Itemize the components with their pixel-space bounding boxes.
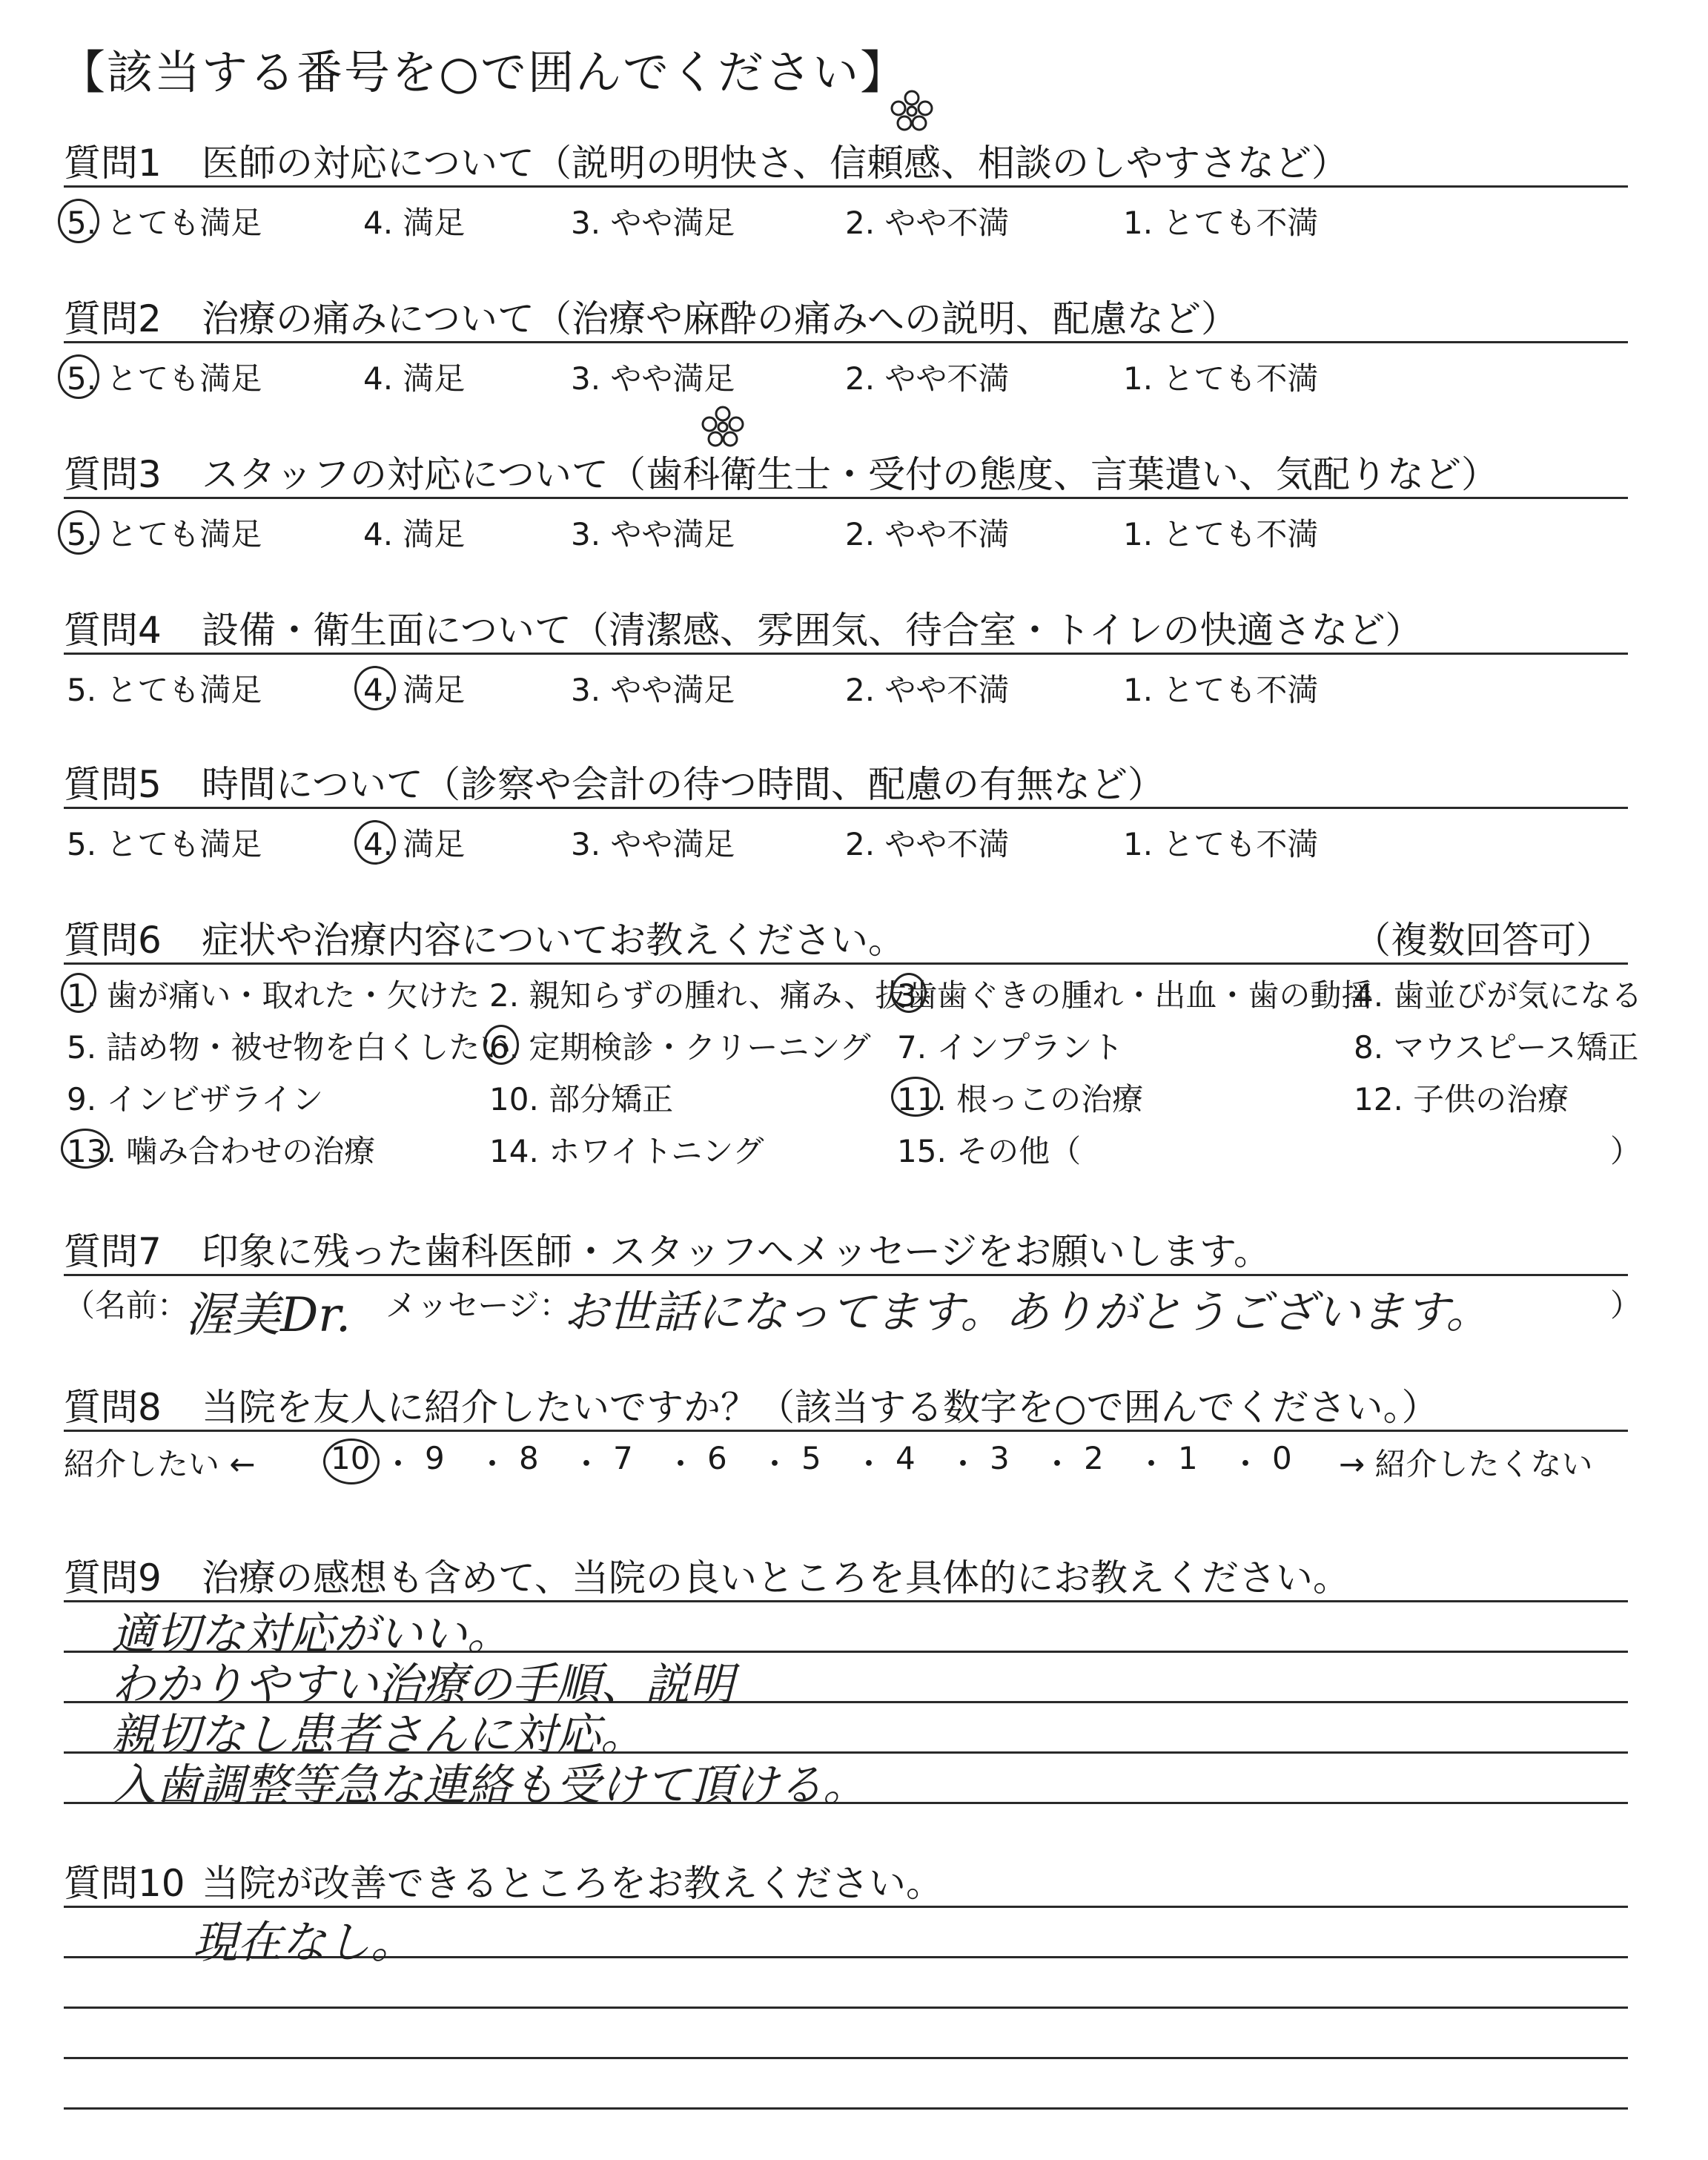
selection-circle-icon: [61, 1129, 110, 1169]
q7-name-value[interactable]: 渥美Dr.: [185, 1288, 351, 1343]
q8-scale-9[interactable]: 9: [425, 1440, 445, 1476]
q9-answer-4[interactable]: 入歯調整等急な連絡も受けて頂ける。: [111, 1760, 867, 1811]
q6-option-7[interactable]: 7. インプラント: [897, 1029, 1124, 1066]
q3-option-2[interactable]: 2. やや不満: [845, 516, 1010, 552]
q6-option-5[interactable]: 5. 詰め物・被せ物を白くしたい: [67, 1029, 512, 1066]
q4-rule: [64, 653, 1628, 655]
q1-option-4[interactable]: 4. 満足: [363, 205, 466, 241]
q2-option-3[interactable]: 3. やや満足: [571, 360, 735, 397]
q3-rule: [64, 497, 1628, 499]
q7-text: 印象に残った歯科医師・スタッフへメッセージをお願いします。: [202, 1230, 1271, 1273]
q5-rule: [64, 807, 1628, 809]
q5-option-5[interactable]: 5. とても満足: [67, 826, 262, 862]
q8-scale-1[interactable]: 1: [1178, 1440, 1198, 1476]
q5-option-1[interactable]: 1. とても不満: [1123, 826, 1319, 862]
flower-doodle-icon: [701, 405, 745, 449]
q8-scale-4[interactable]: 4: [896, 1440, 916, 1476]
selection-circle-icon: [891, 973, 927, 1013]
q6-text: 症状や治療内容についてお教えください。: [202, 919, 905, 962]
q9-text: 治療の感想も含めて、当院の良いところを具体的にお教えください。: [202, 1556, 1350, 1599]
selection-circle-icon: [58, 199, 99, 243]
q6-option-11[interactable]: 11. 根っこの治療: [897, 1081, 1144, 1117]
q8-scale-7[interactable]: 7: [613, 1440, 633, 1476]
q8-scale-separator: ・: [571, 1446, 603, 1482]
q7-label: 質問7: [64, 1230, 162, 1273]
q6-option-8[interactable]: 8. マウスピース矯正: [1354, 1029, 1639, 1066]
q7-message-value[interactable]: お世話になってます。ありがとうございます。: [563, 1287, 1491, 1338]
q8-scale-8[interactable]: 8: [519, 1440, 539, 1476]
q9-answer-3[interactable]: 親切なし患者さんに対応。: [111, 1709, 645, 1761]
q2-text: 治療の痛みについて（治療や麻酔の痛みへの説明、配慮など）: [202, 297, 1238, 340]
q1-label: 質問1: [64, 142, 162, 185]
q8-scale-separator: ・: [1230, 1446, 1262, 1482]
q6-label: 質問6: [64, 919, 162, 962]
q6-option-13[interactable]: 13. 噛み合わせの治療: [67, 1133, 376, 1169]
q5-option-2[interactable]: 2. やや不満: [845, 826, 1010, 862]
selection-circle-icon: [483, 1025, 519, 1065]
q1-option-3[interactable]: 3. やや満足: [571, 205, 735, 241]
q8-left-label: 紹介したい ←: [64, 1446, 256, 1482]
flower-doodle-icon: [890, 89, 934, 133]
q6-rule: [64, 962, 1628, 965]
q8-scale-5[interactable]: 5: [801, 1440, 821, 1476]
q4-option-2[interactable]: 2. やや不満: [845, 672, 1010, 708]
q2-option-5[interactable]: 5. とても満足: [67, 360, 262, 397]
selection-circle-icon: [354, 666, 396, 710]
q6-note: （複数回答可）: [1354, 919, 1613, 962]
q7-name-label: （名前：: [64, 1287, 189, 1324]
selection-circle-icon: [323, 1439, 380, 1484]
q1-text: 医師の対応について（説明の明快さ、信頼感、相談のしやすさなど）: [202, 142, 1348, 185]
q5-option-4[interactable]: 4. 満足: [363, 826, 466, 862]
q3-label: 質問3: [64, 453, 162, 496]
q2-rule: [64, 341, 1628, 343]
q5-option-3[interactable]: 3. やや満足: [571, 826, 735, 862]
q6-option-9[interactable]: 9. インビザライン: [67, 1081, 324, 1117]
q8-scale-separator: ・: [759, 1446, 791, 1482]
q2-option-4[interactable]: 4. 満足: [363, 360, 466, 397]
q4-option-4[interactable]: 4. 満足: [363, 672, 466, 708]
q3-option-5[interactable]: 5. とても満足: [67, 516, 262, 552]
q1-rule: [64, 185, 1628, 188]
selection-circle-icon: [891, 1077, 940, 1117]
q7-message-label: メッセージ：: [385, 1287, 571, 1324]
q6-option-10[interactable]: 10. 部分矯正: [489, 1081, 674, 1117]
q8-text: 当院を友人に紹介したいですか？（該当する数字を○で囲んでください。）: [202, 1386, 1439, 1429]
q8-scale-0[interactable]: 0: [1272, 1440, 1292, 1476]
q10-answer-1[interactable]: 現在なし。: [193, 1917, 415, 1969]
q3-option-3[interactable]: 3. やや満足: [571, 516, 735, 552]
q2-label: 質問2: [64, 297, 162, 340]
q6-option-other-close: ）: [1610, 1133, 1642, 1169]
q8-scale-separator: ・: [477, 1446, 509, 1482]
q4-option-5[interactable]: 5. とても満足: [67, 672, 262, 708]
selection-circle-icon: [354, 820, 396, 865]
q8-right-label: → 紹介したくない: [1339, 1446, 1593, 1482]
q5-text: 時間について（診察や会計の待つ時間、配慮の有無など）: [202, 763, 1165, 806]
q10-answer-line: [64, 2107, 1628, 2110]
q6-option-2[interactable]: 2. 親知らずの腫れ、痛み、抜歯: [489, 977, 938, 1014]
q6-option-4[interactable]: 4. 歯並びが気になる: [1354, 977, 1643, 1014]
q8-scale-separator: ・: [383, 1446, 414, 1482]
q6-option-3[interactable]: 3. 歯ぐきの腫れ・出血・歯の動揺: [897, 977, 1373, 1014]
q10-text: 当院が改善できるところをお教えください。: [202, 1862, 943, 1905]
q7-rule: [64, 1274, 1628, 1276]
q6-option-12[interactable]: 12. 子供の治療: [1354, 1081, 1569, 1117]
q8-scale-3[interactable]: 3: [990, 1440, 1010, 1476]
selection-circle-icon: [58, 510, 99, 555]
selection-circle-icon: [61, 973, 96, 1013]
q3-option-1[interactable]: 1. とても不満: [1123, 516, 1319, 552]
q8-scale-separator: ・: [947, 1446, 979, 1482]
q3-text: スタッフの対応について（歯科衛生士・受付の態度、言葉遣い、気配りなど）: [202, 453, 1498, 496]
q6-option-14[interactable]: 14. ホワイトニング: [489, 1133, 764, 1169]
q8-scale-6[interactable]: 6: [707, 1440, 727, 1476]
q8-label: 質問8: [64, 1386, 162, 1429]
q6-option-15[interactable]: 15. その他（: [897, 1133, 1082, 1169]
q6-option-6[interactable]: 6. 定期検診・クリーニング: [489, 1029, 871, 1066]
q10-label: 質問10: [64, 1862, 185, 1905]
q3-option-4[interactable]: 4. 満足: [363, 516, 466, 552]
q8-scale-separator: ・: [1136, 1446, 1168, 1482]
form-title: 【該当する番号を○で囲んでください】: [59, 45, 908, 99]
q1-option-1[interactable]: 1. とても不満: [1123, 205, 1319, 241]
q2-option-1[interactable]: 1. とても不満: [1123, 360, 1319, 397]
q8-rule: [64, 1430, 1628, 1432]
q5-label: 質問5: [64, 763, 162, 806]
q1-option-5[interactable]: 5. とても満足: [67, 205, 262, 241]
q9-label: 質問9: [64, 1556, 162, 1599]
q10-answer-line: [64, 2057, 1628, 2059]
q2-option-2[interactable]: 2. やや不満: [845, 360, 1010, 397]
q8-scale-10[interactable]: 10: [331, 1440, 371, 1476]
q9-answer-1[interactable]: 適切な対応がいい。: [111, 1608, 512, 1660]
q10-answer-line: [64, 2007, 1628, 2009]
q8-scale-2[interactable]: 2: [1084, 1440, 1104, 1476]
q4-option-1[interactable]: 1. とても不満: [1123, 672, 1319, 708]
q9-answer-2[interactable]: わかりやすい治療の手順、説明: [111, 1659, 734, 1711]
q8-scale-separator: ・: [1042, 1446, 1073, 1482]
q4-option-3[interactable]: 3. やや満足: [571, 672, 735, 708]
q1-option-2[interactable]: 2. やや不満: [845, 205, 1010, 241]
q7-close: ）: [1610, 1287, 1642, 1324]
q4-text: 設備・衛生面について（清潔感、雰囲気、待合室・トイレの快適さなど）: [202, 609, 1423, 652]
q8-scale-separator: ・: [665, 1446, 697, 1482]
q4-label: 質問4: [64, 609, 162, 652]
q8-scale-separator: ・: [853, 1446, 885, 1482]
selection-circle-icon: [58, 354, 99, 399]
q6-option-1[interactable]: 1. 歯が痛い・取れた・欠けた: [67, 977, 480, 1014]
